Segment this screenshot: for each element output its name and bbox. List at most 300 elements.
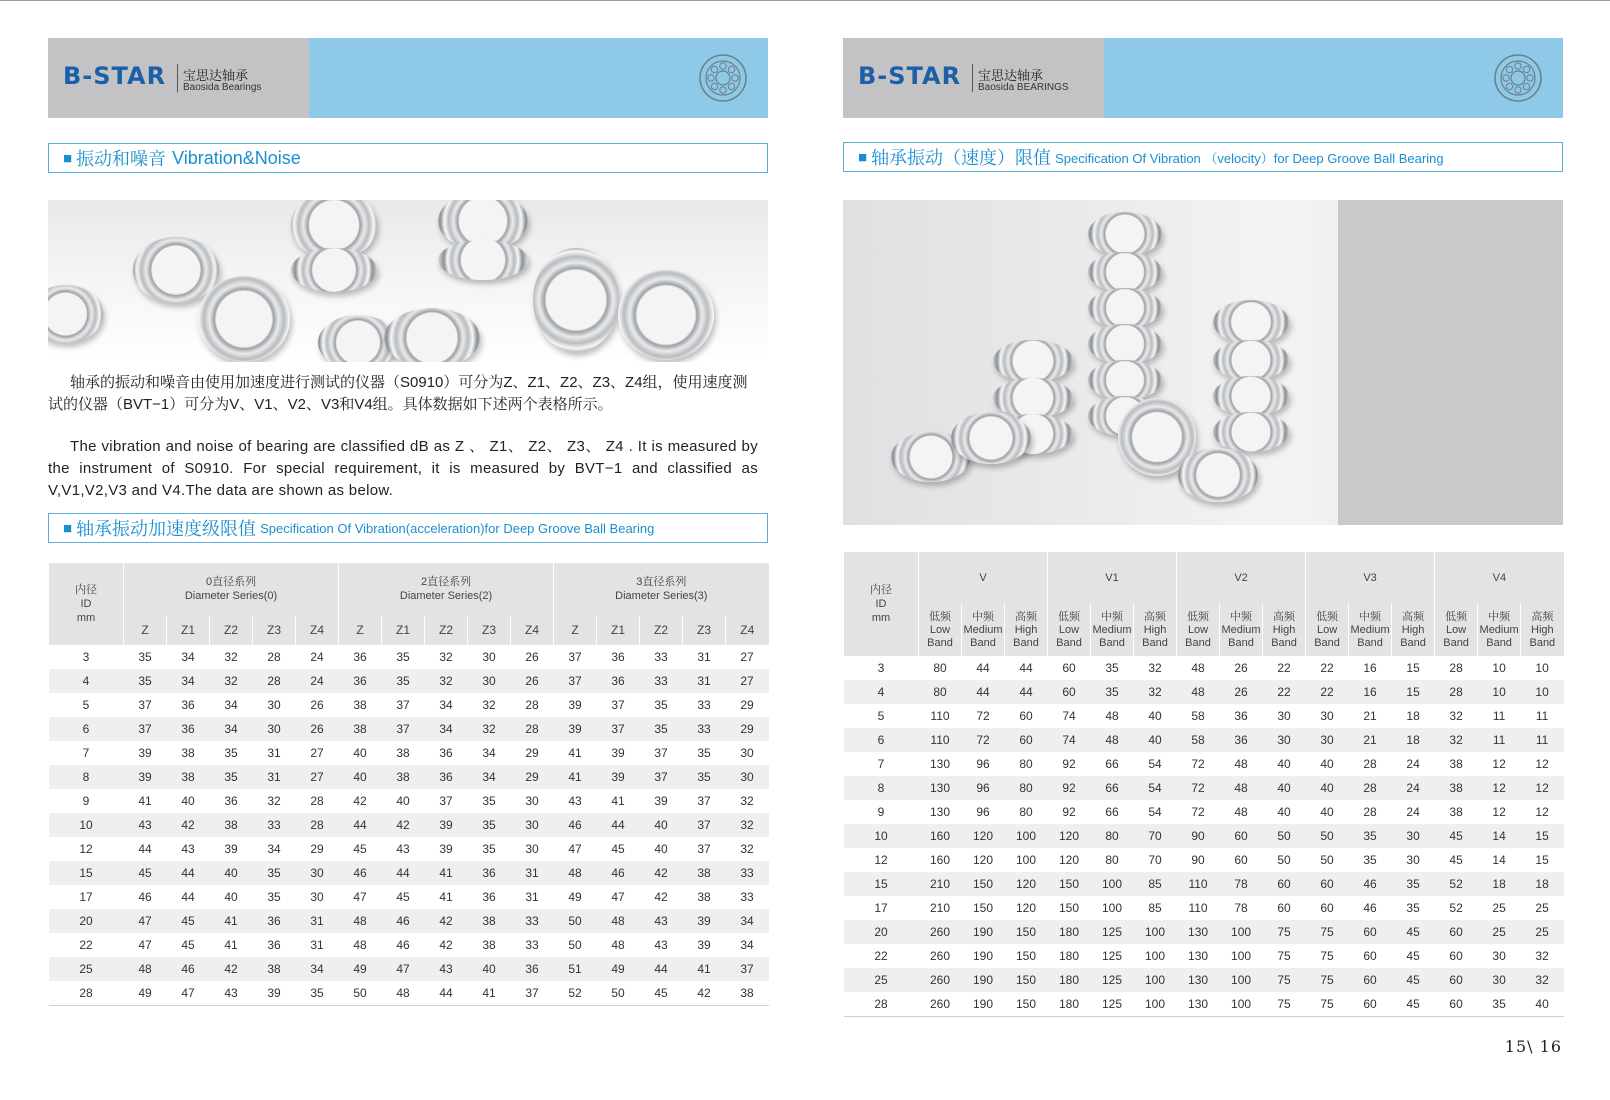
value-cell: 54 xyxy=(1148,805,1162,819)
value-cell: 27 xyxy=(740,650,754,664)
value-cell: 45 xyxy=(1435,824,1478,848)
value-cell: 66 xyxy=(1105,757,1119,771)
value-cell: 130 xyxy=(929,757,951,771)
value-cell: 37 xyxy=(396,698,410,712)
group-header-row xyxy=(844,552,1564,604)
value-cell: 35 xyxy=(1406,901,1420,915)
bearing-image xyxy=(1088,288,1162,328)
value-cell: 35 xyxy=(482,794,496,808)
value-cell: 33 xyxy=(697,698,711,712)
value-cell: 35 xyxy=(210,765,253,789)
table-row xyxy=(49,789,769,813)
value-cell: 44 xyxy=(167,861,210,885)
value-cell: 110 xyxy=(1188,901,1208,915)
value-cell: 85 xyxy=(1148,901,1162,915)
value-cell: 75 xyxy=(1306,968,1349,992)
value-cell: 26 xyxy=(296,717,339,741)
subcolumn-header: Z3 xyxy=(468,615,511,645)
value-cell: 37 xyxy=(439,794,453,808)
table-row xyxy=(49,813,769,837)
value-cell: 36 xyxy=(224,794,238,808)
value-cell: 43 xyxy=(124,813,167,837)
value-cell: 37 xyxy=(640,765,683,789)
value-cell: 32 xyxy=(1449,709,1463,723)
value-cell: 30 xyxy=(525,842,539,856)
value-cell: 110 xyxy=(919,728,962,752)
id-header: 内径 ID mm xyxy=(49,563,124,645)
band-header: 高频 High Band xyxy=(1005,604,1048,656)
bearing-image xyxy=(1088,360,1162,400)
value-cell: 38 xyxy=(382,765,425,789)
value-cell: 58 xyxy=(1177,728,1220,752)
value-cell: 75 xyxy=(1306,920,1349,944)
band-header: 低频 Low Band xyxy=(1048,604,1091,656)
value-cell: 36 xyxy=(611,650,625,664)
value-cell: 40 xyxy=(396,794,410,808)
value-cell: 75 xyxy=(1263,992,1306,1016)
subcolumn-header: Z4 xyxy=(296,615,339,645)
subcolumn-header: Z xyxy=(124,615,167,645)
value-cell: 210 xyxy=(919,872,962,896)
value-cell: 24 xyxy=(1406,757,1420,771)
value-cell: 33 xyxy=(253,813,296,837)
subcolumn-header: Z4 xyxy=(726,615,769,645)
value-cell: 26 xyxy=(1220,680,1263,704)
value-cell: 35 xyxy=(253,861,296,885)
value-cell: 24 xyxy=(1392,776,1435,800)
bearing-image xyxy=(1088,212,1162,256)
value-cell: 125 xyxy=(1091,968,1134,992)
id-cell: 3 xyxy=(82,650,90,664)
group-header: V2 xyxy=(1177,552,1306,604)
value-cell: 50 xyxy=(339,981,382,1005)
value-cell: 36 xyxy=(353,650,367,664)
value-cell: 100 xyxy=(1220,920,1263,944)
value-cell: 46 xyxy=(339,861,382,885)
value-cell: 32 xyxy=(267,794,281,808)
value-cell: 40 xyxy=(210,861,253,885)
value-cell: 100 xyxy=(1231,949,1252,963)
value-cell: 32 xyxy=(224,650,238,664)
value-cell: 72 xyxy=(1191,805,1205,819)
value-cell: 24 xyxy=(310,650,324,664)
value-cell: 16 xyxy=(1349,680,1392,704)
section-title-cn: 振动和噪音 xyxy=(76,149,167,169)
value-cell: 78 xyxy=(1234,901,1248,915)
value-cell: 42 xyxy=(439,938,453,952)
section-title-en: Specification Of Vibration （velocity）for Deep Groove Ball Bearing xyxy=(1055,150,1444,166)
id-cell: 8 xyxy=(49,765,124,789)
value-cell: 12 xyxy=(1478,776,1521,800)
value-cell: 50 xyxy=(1277,853,1291,867)
value-cell: 40 xyxy=(1277,757,1291,771)
value-cell: 60 xyxy=(1320,901,1334,915)
value-cell: 96 xyxy=(962,776,1005,800)
logo-divider xyxy=(177,64,178,92)
value-cell: 35 xyxy=(382,669,425,693)
value-cell: 66 xyxy=(1105,805,1119,819)
id-header: 内径 ID mm xyxy=(844,552,919,656)
value-cell: 27 xyxy=(726,669,769,693)
value-cell: 31 xyxy=(697,650,711,664)
value-cell: 260 xyxy=(929,949,951,963)
value-cell: 32 xyxy=(1521,968,1564,992)
value-cell: 260 xyxy=(919,992,962,1016)
value-cell: 44 xyxy=(138,842,152,856)
brand-cn: 宝思达轴承 xyxy=(183,68,249,83)
value-cell: 54 xyxy=(1134,776,1177,800)
bearing-icon xyxy=(1493,53,1543,103)
value-cell: 44 xyxy=(339,813,382,837)
value-cell: 50 xyxy=(1320,853,1334,867)
value-cell: 12 xyxy=(1521,776,1564,800)
value-cell: 38 xyxy=(339,717,382,741)
value-cell: 30 xyxy=(1306,728,1349,752)
subcolumn-header: Z4 xyxy=(511,615,554,645)
value-cell: 48 xyxy=(1220,776,1263,800)
id-cell: 3 xyxy=(877,661,885,675)
value-cell: 48 xyxy=(597,909,640,933)
logo-divider xyxy=(972,64,973,92)
value-cell: 36 xyxy=(511,957,554,981)
band-header: 高频 High Band xyxy=(1263,604,1306,656)
value-cell: 60 xyxy=(1263,872,1306,896)
value-cell: 100 xyxy=(1145,949,1166,963)
value-cell: 36 xyxy=(425,765,468,789)
value-cell: 125 xyxy=(1101,949,1123,963)
value-cell: 41 xyxy=(568,746,582,760)
value-cell: 40 xyxy=(224,890,238,904)
value-cell: 38 xyxy=(167,765,210,789)
group-header: 2直径系列 Diameter Series(2) xyxy=(339,563,554,615)
value-cell: 37 xyxy=(568,650,582,664)
value-cell: 31 xyxy=(296,909,339,933)
bearing-image xyxy=(48,285,103,343)
value-cell: 45 xyxy=(1392,968,1435,992)
value-cell: 100 xyxy=(1101,901,1123,915)
value-cell: 110 xyxy=(1177,872,1220,896)
value-cell: 40 xyxy=(1148,709,1162,723)
value-cell: 37 xyxy=(683,813,726,837)
value-cell: 180 xyxy=(1048,992,1091,1016)
value-cell: 47 xyxy=(382,957,425,981)
value-cell: 260 xyxy=(919,920,962,944)
value-cell: 10 xyxy=(1521,680,1564,704)
id-cell: 22 xyxy=(79,938,93,952)
bearings-photo xyxy=(48,200,768,362)
value-cell: 39 xyxy=(138,746,152,760)
table-row xyxy=(844,848,1564,872)
bearing-image xyxy=(1213,376,1289,416)
value-cell: 25 xyxy=(1535,901,1549,915)
value-cell: 39 xyxy=(611,746,625,760)
group-header: V xyxy=(919,552,1048,604)
value-cell: 190 xyxy=(962,992,1005,1016)
value-cell: 60 xyxy=(1306,872,1349,896)
value-cell: 15 xyxy=(1535,853,1549,867)
value-cell: 37 xyxy=(138,698,152,712)
band-header-row xyxy=(844,604,1564,656)
value-cell: 150 xyxy=(962,872,1005,896)
value-cell: 37 xyxy=(511,981,554,1005)
table-row xyxy=(844,920,1564,944)
value-cell: 45 xyxy=(396,890,410,904)
value-cell: 31 xyxy=(310,938,324,952)
value-cell: 10 xyxy=(1478,680,1521,704)
value-cell: 49 xyxy=(568,890,582,904)
photo-gray-panel xyxy=(1338,200,1563,525)
value-cell: 11 xyxy=(1521,728,1564,752)
value-cell: 26 xyxy=(310,698,324,712)
value-cell: 26 xyxy=(511,669,554,693)
value-cell: 32 xyxy=(439,650,453,664)
section-title-en: Specification Of Vibration(acceleration)for Deep Groove Ball Bearing xyxy=(260,520,655,536)
value-cell: 30 xyxy=(1478,968,1521,992)
id-cell: 6 xyxy=(844,728,919,752)
value-cell: 120 xyxy=(972,853,994,867)
section-title-en: Vibration&Noise xyxy=(172,147,301,168)
value-cell: 31 xyxy=(525,890,539,904)
acceleration-table xyxy=(48,563,769,1006)
value-cell: 45 xyxy=(611,842,625,856)
id-cell: 4 xyxy=(844,680,919,704)
value-cell: 48 xyxy=(124,957,167,981)
value-cell: 35 xyxy=(640,717,683,741)
value-cell: 22 xyxy=(1263,680,1306,704)
table-row xyxy=(49,669,769,693)
value-cell: 39 xyxy=(554,717,597,741)
id-cell: 20 xyxy=(49,909,124,933)
value-cell: 11 xyxy=(1478,728,1521,752)
value-cell: 45 xyxy=(1392,992,1435,1016)
value-cell: 38 xyxy=(1449,805,1463,819)
value-cell: 54 xyxy=(1148,757,1162,771)
value-cell: 80 xyxy=(1091,824,1134,848)
bearing-image xyxy=(291,248,377,292)
value-cell: 32 xyxy=(740,842,754,856)
value-cell: 47 xyxy=(568,842,582,856)
value-cell: 47 xyxy=(611,890,625,904)
value-cell: 100 xyxy=(1015,853,1037,867)
value-cell: 80 xyxy=(1019,805,1033,819)
brand-en: Baosida Bearings xyxy=(183,82,262,93)
value-cell: 12 xyxy=(1492,757,1506,771)
value-cell: 50 xyxy=(1306,824,1349,848)
band-header: 低频 Low Band xyxy=(1177,604,1220,656)
value-cell: 11 xyxy=(1492,709,1506,723)
value-cell: 33 xyxy=(654,650,668,664)
value-cell: 38 xyxy=(253,957,296,981)
value-cell: 40 xyxy=(1521,992,1564,1016)
value-cell: 31 xyxy=(267,746,281,760)
velocity-spec-title xyxy=(843,142,1563,172)
bearing-image xyxy=(198,276,290,362)
value-cell: 43 xyxy=(568,794,582,808)
value-cell: 34 xyxy=(439,698,453,712)
value-cell: 45 xyxy=(1449,853,1463,867)
group-header: V1 xyxy=(1048,552,1177,604)
value-cell: 12 xyxy=(1535,757,1549,771)
value-cell: 35 xyxy=(138,650,152,664)
id-cell: 15 xyxy=(844,872,919,896)
value-cell: 36 xyxy=(181,698,195,712)
value-cell: 32 xyxy=(726,813,769,837)
value-cell: 150 xyxy=(1058,901,1080,915)
table-row xyxy=(49,741,769,765)
table-row xyxy=(844,824,1564,848)
value-cell: 36 xyxy=(167,717,210,741)
value-cell: 28 xyxy=(296,813,339,837)
value-cell: 28 xyxy=(1435,680,1478,704)
value-cell: 51 xyxy=(554,957,597,981)
id-cell: 12 xyxy=(874,853,888,867)
value-cell: 100 xyxy=(1134,992,1177,1016)
value-cell: 100 xyxy=(1134,920,1177,944)
group-header: V3 xyxy=(1306,552,1435,604)
value-cell: 39 xyxy=(124,765,167,789)
value-cell: 40 xyxy=(339,765,382,789)
value-cell: 36 xyxy=(597,669,640,693)
value-cell: 150 xyxy=(1048,872,1091,896)
table-row xyxy=(844,944,1564,968)
subcolumn-header-row xyxy=(49,615,769,645)
value-cell: 80 xyxy=(1005,776,1048,800)
value-cell: 78 xyxy=(1220,872,1263,896)
value-cell: 34 xyxy=(224,698,238,712)
value-cell: 60 xyxy=(1005,728,1048,752)
group-header: 3直径系列 Diameter Series(3) xyxy=(554,563,769,615)
value-cell: 35 xyxy=(224,746,238,760)
value-cell: 35 xyxy=(654,698,668,712)
id-cell: 28 xyxy=(49,981,124,1005)
bearing-image xyxy=(1213,412,1289,452)
value-cell: 22 xyxy=(1277,661,1291,675)
value-cell: 52 xyxy=(554,981,597,1005)
value-cell: 18 xyxy=(1478,872,1521,896)
value-cell: 43 xyxy=(210,981,253,1005)
value-cell: 35 xyxy=(1478,992,1521,1016)
value-cell: 49 xyxy=(597,957,640,981)
value-cell: 72 xyxy=(962,728,1005,752)
value-cell: 34 xyxy=(210,717,253,741)
value-cell: 30 xyxy=(1263,728,1306,752)
table-row xyxy=(844,656,1564,680)
left-page xyxy=(48,38,768,1000)
bearing-icon xyxy=(698,53,748,103)
subcolumn-header: Z1 xyxy=(167,615,210,645)
value-cell: 35 xyxy=(1349,824,1392,848)
value-cell: 38 xyxy=(181,746,195,760)
value-cell: 45 xyxy=(640,981,683,1005)
value-cell: 41 xyxy=(210,909,253,933)
value-cell: 45 xyxy=(353,842,367,856)
value-cell: 30 xyxy=(1392,824,1435,848)
value-cell: 60 xyxy=(1048,680,1091,704)
value-cell: 15 xyxy=(1392,680,1435,704)
value-cell: 42 xyxy=(382,813,425,837)
table-row xyxy=(844,968,1564,992)
value-cell: 72 xyxy=(976,709,990,723)
subcolumn-header: Z3 xyxy=(683,615,726,645)
id-cell: 20 xyxy=(844,920,919,944)
value-cell: 28 xyxy=(525,698,539,712)
value-cell: 35 xyxy=(468,813,511,837)
value-cell: 44 xyxy=(976,661,990,675)
id-cell: 12 xyxy=(79,842,93,856)
table-row xyxy=(49,861,769,885)
value-cell: 32 xyxy=(1148,661,1162,675)
value-cell: 25 xyxy=(1521,920,1564,944)
value-cell: 50 xyxy=(1263,824,1306,848)
value-cell: 29 xyxy=(525,746,539,760)
bearing-image xyxy=(951,412,1031,464)
value-cell: 45 xyxy=(1406,949,1420,963)
value-cell: 47 xyxy=(167,981,210,1005)
value-cell: 75 xyxy=(1263,968,1306,992)
value-cell: 37 xyxy=(654,746,668,760)
value-cell: 12 xyxy=(1492,805,1506,819)
value-cell: 43 xyxy=(396,842,410,856)
value-cell: 44 xyxy=(962,680,1005,704)
value-cell: 33 xyxy=(511,909,554,933)
value-cell: 36 xyxy=(267,938,281,952)
value-cell: 60 xyxy=(1277,901,1291,915)
id-cell: 15 xyxy=(49,861,124,885)
value-cell: 80 xyxy=(1105,853,1119,867)
table-row xyxy=(844,680,1564,704)
id-cell: 7 xyxy=(877,757,885,771)
id-cell: 6 xyxy=(49,717,124,741)
value-cell: 190 xyxy=(962,968,1005,992)
value-cell: 90 xyxy=(1177,824,1220,848)
value-cell: 58 xyxy=(1191,709,1205,723)
subcolumn-header: Z2 xyxy=(210,615,253,645)
id-cell: 5 xyxy=(82,698,90,712)
value-cell: 33 xyxy=(525,938,539,952)
value-cell: 46 xyxy=(1349,872,1392,896)
value-cell: 30 xyxy=(468,669,511,693)
value-cell: 32 xyxy=(740,794,754,808)
subcolumn-header: Z2 xyxy=(425,615,468,645)
velocity-table xyxy=(843,552,1564,1017)
value-cell: 39 xyxy=(683,909,726,933)
value-cell: 49 xyxy=(339,957,382,981)
value-cell: 120 xyxy=(1058,853,1080,867)
table-row xyxy=(844,872,1564,896)
value-cell: 37 xyxy=(697,794,711,808)
value-cell: 32 xyxy=(468,717,511,741)
value-cell: 39 xyxy=(425,813,468,837)
id-cell: 17 xyxy=(79,890,93,904)
band-header: 中频 Medium Band xyxy=(1349,604,1392,656)
id-cell: 10 xyxy=(49,813,124,837)
value-cell: 45 xyxy=(1392,920,1435,944)
value-cell: 35 xyxy=(683,765,726,789)
value-cell: 110 xyxy=(930,709,950,723)
value-cell: 28 xyxy=(267,650,281,664)
value-cell: 72 xyxy=(1177,776,1220,800)
value-cell: 34 xyxy=(740,938,754,952)
page-number: 15\ 16 xyxy=(1504,1037,1562,1056)
value-cell: 24 xyxy=(1406,805,1420,819)
value-cell: 41 xyxy=(611,794,625,808)
brand-logo: B-STAR xyxy=(63,62,167,90)
value-cell: 130 xyxy=(929,805,951,819)
value-cell: 10 xyxy=(1492,661,1506,675)
value-cell: 45 xyxy=(124,861,167,885)
value-cell: 75 xyxy=(1320,949,1334,963)
value-cell: 35 xyxy=(482,842,496,856)
